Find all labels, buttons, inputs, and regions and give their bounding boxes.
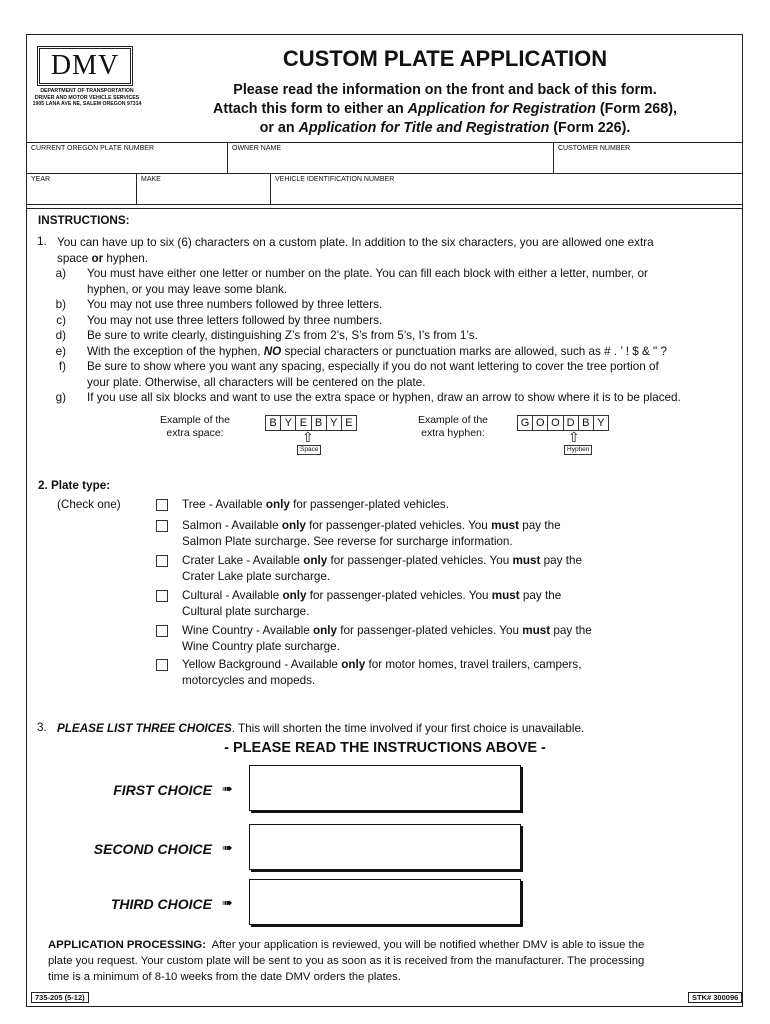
opt-post: for passenger-plated vehicles. You — [327, 554, 513, 567]
opt-pre: Cultural - Available — [182, 589, 283, 602]
plate-option-line2: motorcycles and mopeds. — [182, 673, 316, 687]
plate-option-line2: Cultural plate surcharge. — [182, 604, 310, 618]
sample-char: E — [345, 417, 353, 429]
first-choice-label: FIRST CHOICE — [113, 782, 212, 798]
instr-g — [46, 390, 736, 406]
plate-option-text — [182, 518, 642, 549]
example-hyphen-line1: Example of the — [417, 414, 489, 426]
processing-line3: time is a minimum of 8-10 weeks from the date DMV orders the plates. — [48, 971, 401, 983]
header-instructions — [150, 81, 740, 138]
processing-heading: APPLICATION PROCESSING: — [48, 939, 206, 951]
opt-post: for passenger-plated vehicles. You — [306, 589, 492, 602]
instr-b-text: You may not use three numbers followed by three letters. — [87, 298, 383, 311]
processing-line2: plate you request. Your custom plate will be sent to you as soon as it is received from the manufacturer. The processing — [48, 955, 645, 967]
divider — [26, 204, 743, 209]
plate-option-line2: Crater Lake plate surcharge. — [182, 569, 331, 583]
year-field[interactable]: YEAR — [31, 176, 51, 183]
plate-option-line1 — [182, 623, 642, 639]
sample-char: B — [312, 416, 327, 430]
third-choice-input[interactable] — [249, 879, 521, 925]
divider — [136, 173, 137, 205]
opt-post2: pay the — [540, 554, 583, 567]
plate-option-checkbox[interactable] — [156, 590, 168, 602]
example-space-line2: extra space: — [166, 427, 224, 439]
plate-option-line1 — [182, 553, 642, 569]
read-instructions-banner: - PLEASE READ THE INSTRUCTIONS ABOVE - — [224, 740, 546, 756]
instr-a — [46, 266, 736, 297]
choices-rest: . This will shorten the time involved if your first choice is unavailable. — [231, 722, 585, 735]
space-tag: Space — [297, 445, 321, 455]
opt-post2: pay the — [550, 624, 592, 637]
pointing-arrow-icon: ➠ — [222, 781, 233, 796]
stock-number: STK# 300096 — [688, 992, 742, 1003]
sample-char: Y — [597, 417, 605, 429]
plate-option-text — [182, 657, 642, 688]
form-number: 735-205 (5-12) — [31, 992, 89, 1003]
instr-f-label: f) — [58, 360, 66, 374]
opt-only: only — [303, 554, 328, 567]
check-one: (Check one) — [57, 498, 121, 511]
opt-must: must — [491, 519, 519, 532]
plate-option-checkbox[interactable] — [156, 659, 168, 671]
plate-option-text — [182, 588, 642, 619]
opt-must: must — [522, 624, 551, 637]
example-hyphen-label — [408, 414, 498, 440]
divider — [26, 173, 743, 174]
p1b-or: or — [91, 251, 104, 265]
opt-must: must — [512, 554, 541, 567]
divider — [26, 142, 743, 143]
instr-d-label: d) — [55, 329, 66, 343]
example-space-label — [150, 414, 240, 440]
p1b-post: hyphen. — [103, 251, 148, 265]
sample-char: Y — [327, 416, 342, 430]
divider — [553, 142, 554, 173]
instr-c-text: You may not use three letters followed by three numbers. — [87, 313, 383, 327]
opt-only: only — [282, 589, 307, 602]
first-choice-input[interactable] — [249, 765, 521, 811]
sample-char: B — [266, 416, 281, 430]
example-hyphen-line2: extra hyphen: — [421, 427, 485, 439]
hyphen-tag: Hyphen — [564, 445, 592, 455]
divider — [227, 142, 228, 173]
instr-a-line2: hyphen, or you may leave some blank. — [87, 282, 288, 296]
owner-name-field[interactable]: OWNER NAME — [232, 145, 281, 152]
second-choice-label: SECOND CHOICE — [93, 841, 212, 857]
example-hyphen-blocks — [517, 415, 609, 431]
instr-c-label: c) — [56, 313, 66, 327]
opt-post: for passenger-plated vehicles. You — [305, 519, 492, 532]
plate-option-checkbox[interactable] — [156, 555, 168, 567]
plate-option-text — [182, 553, 642, 584]
pointing-arrow-icon: ➠ — [222, 840, 233, 855]
dmv-logo-text: DMV — [50, 50, 120, 81]
instr-a-label: a) — [55, 267, 66, 280]
instr-c — [46, 313, 736, 329]
subtitle-line2 — [150, 100, 740, 119]
instr-e-no: NO — [263, 344, 282, 358]
opt-post2: pay the — [519, 589, 562, 602]
instr-e-label: e) — [55, 344, 66, 358]
plate-option-text — [182, 497, 642, 513]
instr-b — [46, 297, 736, 313]
plate-option-line1 — [182, 497, 642, 513]
third-choice-label: THIRD CHOICE — [110, 896, 212, 912]
instr-e-pre: With the exception of the hyphen, — [87, 344, 264, 358]
instr-e-post: special characters or punctuation marks are allowed, such as # . ’ ! $ & " ? — [281, 344, 667, 358]
customer-number-field[interactable]: CUSTOMER NUMBER — [558, 145, 631, 152]
opt-post: for motor homes, travel trailers, campers, — [365, 658, 582, 671]
dept-line2: DRIVER AND MOTOR VEHICLE SERVICES — [34, 94, 140, 101]
choices-instruction — [57, 721, 737, 737]
instr-1 — [57, 235, 737, 266]
instr-b-label: b) — [55, 298, 66, 311]
plate-option-line2: Wine Country plate surcharge. — [182, 639, 340, 653]
arrow-up-icon: ⇧ — [568, 429, 580, 445]
instr-f-line1: Be sure to show where you want any spacing, especially if you do not want lettering to cover the tree portion of — [87, 360, 659, 374]
plate-option-checkbox[interactable] — [156, 625, 168, 637]
opt-pre: Salmon - Available — [182, 519, 282, 532]
choices-number: 3. — [37, 721, 47, 734]
subtitle-line1: Please read the information on the front and back of this form. — [233, 82, 657, 98]
sub3c: (Form 226). — [549, 120, 631, 136]
instr-d — [46, 328, 736, 344]
sub2b: Application for Registration — [407, 101, 596, 117]
page-title: CUSTOM PLATE APPLICATION — [282, 46, 608, 71]
sub3a: or an — [259, 120, 299, 136]
p1b-pre: space — [57, 251, 92, 265]
dept-line3: 1905 LANA AVE NE, SALEM OREGON 97314 — [32, 101, 142, 107]
opt-pre: Wine Country - Available — [182, 624, 314, 637]
instr-a-line1: You must have either one letter or number on the plate. You can fill each block with either a letter, number, or — [87, 267, 648, 280]
processing-l1: After your application is reviewed, you will be notified whether DMV is able to issue the — [211, 939, 645, 951]
instr-number-1: 1. — [37, 235, 47, 248]
current-plate-field[interactable]: CURRENT OREGON PLATE NUMBER — [31, 145, 155, 152]
instructions-heading: INSTRUCTIONS: — [38, 214, 130, 227]
dept-address — [28, 88, 146, 108]
instr-e — [46, 344, 736, 360]
opt-post: for passenger-plated vehicles. — [289, 498, 450, 511]
arrow-up-icon: ⇧ — [302, 429, 314, 445]
plate-option-line1 — [182, 657, 642, 673]
opt-post2: pay the — [519, 519, 561, 532]
sample-char: O — [533, 416, 548, 430]
sample-char: G — [518, 416, 533, 430]
plate-option-checkbox[interactable] — [156, 520, 168, 532]
opt-only: only — [341, 658, 366, 671]
processing-line1 — [48, 937, 738, 953]
opt-post: for passenger-plated vehicles. You — [337, 624, 523, 637]
opt-pre: Yellow Background - Available — [182, 658, 342, 671]
sample-char: B — [579, 416, 594, 430]
plate-type-heading: 2. Plate type: — [38, 479, 111, 492]
opt-pre: Tree - Available — [182, 498, 266, 511]
instr-sublist — [46, 266, 736, 406]
make-field[interactable]: MAKE — [141, 176, 161, 183]
sub3b: Application for Title and Registration — [298, 120, 550, 136]
plate-option-checkbox[interactable] — [156, 499, 168, 511]
sub2a: Attach this form to either an — [213, 101, 408, 117]
sample-char: E — [296, 416, 311, 430]
opt-only: only — [313, 624, 338, 637]
instr-1-line2 — [57, 251, 737, 267]
instr-d-text: Be sure to write clearly, distinguishing Z’s from 2’s, S’s from 5’s, I’s from 1’s. — [87, 329, 478, 343]
opt-only: only — [281, 519, 306, 532]
opt-pre: Crater Lake - Available — [182, 554, 304, 567]
instr-g-text: If you use all six blocks and want to use the extra space or hyphen, draw an arrow to show where it is to be placed. — [87, 391, 681, 405]
plate-option-text — [182, 623, 642, 654]
processing-note — [48, 937, 738, 985]
example-space-line1: Example of the — [159, 414, 231, 426]
sample-char: D — [564, 416, 579, 430]
sample-char: O — [548, 416, 563, 430]
opt-must: must — [491, 589, 520, 602]
second-choice-input[interactable] — [249, 824, 521, 870]
instr-1-line1: You can have up to six (6) characters on a custom plate. In addition to the six characters, you are allowed one extra — [57, 236, 654, 249]
dmv-logo — [37, 46, 133, 86]
vin-field[interactable]: VEHICLE IDENTIFICATION NUMBER — [275, 176, 395, 183]
instr-f — [46, 359, 736, 390]
subtitle-line3 — [150, 119, 740, 138]
plate-option-line1 — [182, 588, 642, 604]
pointing-arrow-icon: ➠ — [222, 895, 233, 910]
divider — [270, 173, 271, 205]
instr-g-label: g) — [55, 391, 66, 405]
sample-char: Y — [281, 416, 296, 430]
plate-option-line1 — [182, 518, 642, 534]
opt-only: only — [265, 498, 290, 511]
dept-line1: DEPARTMENT OF TRANSPORTATION — [40, 88, 134, 94]
plate-option-line2: Salmon Plate surcharge. See reverse for surcharge information. — [182, 534, 513, 548]
instr-f-line2: your plate. Otherwise, all characters will be centered on the plate. — [87, 375, 426, 389]
sub2c: (Form 268), — [595, 101, 677, 117]
choices-lead: PLEASE LIST THREE CHOICES — [57, 722, 232, 735]
